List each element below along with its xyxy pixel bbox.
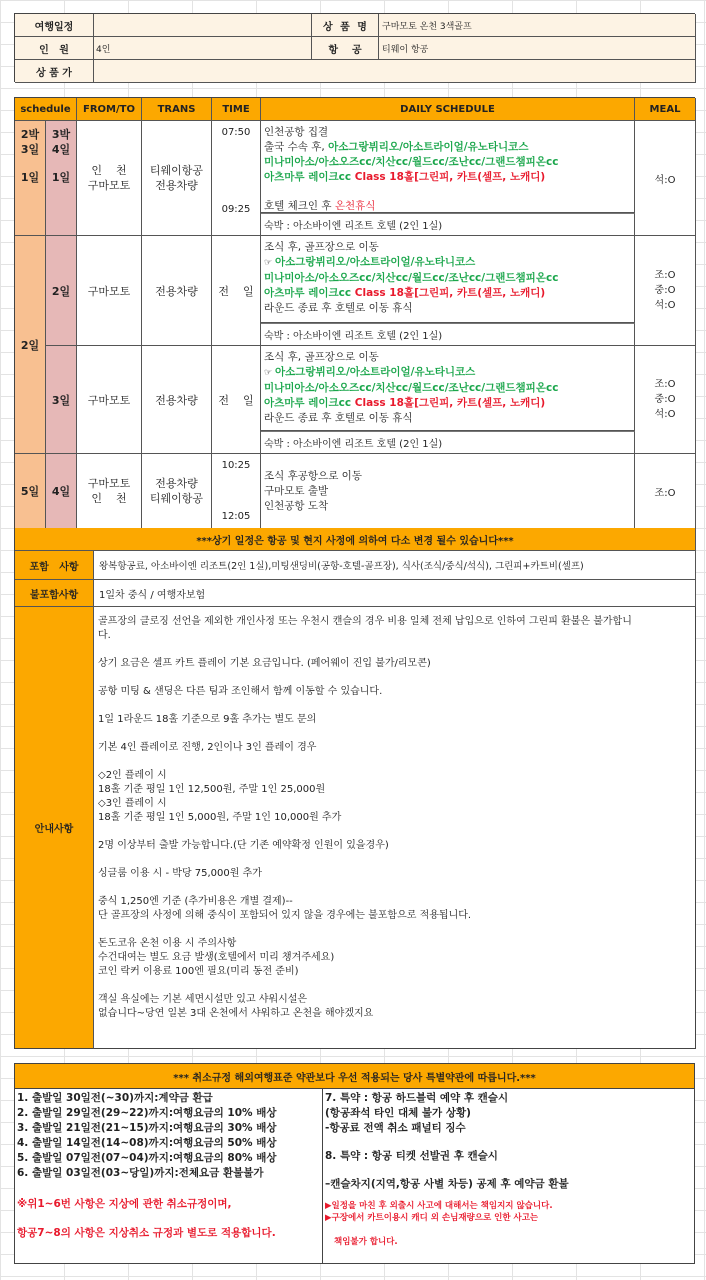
guide-para-10: 돈도코유 온천 이용 시 주의사항 수건대여는 별도 요금 발생(호텔에서 미리 챙겨주세요) 코인 락커 이용료 100엔 필요(미리 동전 준비) bbox=[98, 938, 335, 977]
warning-cart: ▶구장에서 카트이용시 캐디 외 손님재량으로 인한 사고는 bbox=[325, 1213, 539, 1223]
guide-para-2: 상기 요금은 셀프 카트 플레이 기본 요금입니다. (페어웨이 진입 불가/리모콘) bbox=[98, 658, 431, 669]
row4-time: 10:25 12:05 bbox=[212, 454, 261, 529]
pointing-hand-icon: ☞ bbox=[264, 258, 275, 268]
row1-from-to: 인 천 구마모토 bbox=[77, 121, 142, 236]
row1-lodging: 숙박 : 아소바이엔 리조트 호텔 (2인 1실) bbox=[261, 213, 635, 236]
header-daily-schedule: DAILY SCHEDULE bbox=[261, 98, 635, 121]
plan-a-day-last: 5일 bbox=[15, 454, 46, 529]
header-schedule: schedule bbox=[15, 98, 77, 121]
cancel-note-air: 항공7~8의 사항은 지상취소 규정과 별도로 적용합니다. bbox=[17, 1227, 276, 1239]
cancellation-header: *** 취소규정 해외여행표준 약관보다 우선 적용되는 당사 특별약관에 따릅니다.*** bbox=[15, 1064, 694, 1089]
included-value: 왕복항공료, 아소바이엔 리조트(2인 1실),미팅샌딩비(공항-호텔-골프장), 식사(조식/중식/석식), 그린피+카트비(셀프) bbox=[94, 551, 696, 580]
row3-time: 전 일 bbox=[212, 346, 261, 454]
people-value: 4인 bbox=[94, 37, 312, 60]
guide-para-6: ◇2인 플레이 시 18홀 기준 평일 1인 12,500원, 주말 1인 25,000원 ◇3인 플레이 시 18홀 기준 평일 1인 5,000원, 주말 1인 10,000원 추가 bbox=[98, 770, 342, 823]
info-table bbox=[14, 13, 695, 82]
plan-a-day2: 2일 bbox=[15, 236, 46, 454]
row2-time: 전 일 bbox=[212, 236, 261, 346]
row3-trans: 전용차량 bbox=[142, 346, 212, 454]
cancellation-left bbox=[15, 1089, 323, 1263]
row4-daily: 조식 후공항으로 이동 구마모토 출발 인천공항 도착 bbox=[261, 454, 635, 529]
product-name-value: 구마모토 온천 3색골프 bbox=[379, 14, 696, 37]
price-label: 상 품 가 bbox=[15, 60, 94, 83]
schedule-table bbox=[14, 97, 695, 529]
header-from-to: FROM/TO bbox=[77, 98, 142, 121]
row4-from-to: 구마모토 인 천 bbox=[77, 454, 142, 529]
row2-meal: 조:O 중:O 석:O bbox=[635, 236, 696, 346]
guide-para-7: 2명 이상부터 출발 가능합니다.(단 기존 예약확정 인원이 있을경우) bbox=[98, 840, 389, 851]
warning-outing: ▶일정을 마친 후 외출시 사고에 대해서는 책임지지 않습니다. bbox=[325, 1201, 553, 1211]
cancel-rule-1: 1. 출발일 30일전(~30)까지:계약금 환급 bbox=[17, 1092, 213, 1104]
row1-time: 07:50 09:25 bbox=[212, 121, 261, 236]
cancel-rule-2: 2. 출발일 29일전(29~22)까지:여행요금의 10% 배상 bbox=[17, 1107, 277, 1119]
plan-b-day2: 2일 bbox=[46, 236, 77, 346]
schedule-change-notice: ***상기 일정은 항공 및 현지 사정에 의하여 다소 변경 될수 있습니다*** bbox=[15, 528, 696, 551]
guide-content bbox=[94, 607, 696, 1049]
row2-trans: 전용차량 bbox=[142, 236, 212, 346]
guide-para-8: 싱글룸 이용 시 - 박당 75,000원 추가 bbox=[98, 868, 262, 879]
cancel-rule-4: 4. 출발일 14일전(14~08)까지:여행요금의 50% 배상 bbox=[17, 1137, 277, 1149]
row2-from-to: 구마모토 bbox=[77, 236, 142, 346]
plan-b-day4: 4일 bbox=[46, 454, 77, 529]
header-trans: TRANS bbox=[142, 98, 212, 121]
trip-schedule-value bbox=[94, 14, 312, 37]
cancellation-table bbox=[14, 1063, 695, 1264]
row3-lodging: 숙박 : 아소바이엔 리조트 호텔 (2인 1실) bbox=[261, 431, 635, 454]
row2-daily: 조식 후, 골프장으로 이동 ☞ 아소그랑뷔리오/아소트라이얼/유노타니코스 미나미아소/아소오즈cc/치산cc/월드cc/조난cc/그랜드챔피온cc 아츠마루 레이크cc Class 18홀[그린피, 카트(셀프, 노캐디) 라운드 종료 후 호텔로 이동 휴식 bbox=[261, 236, 635, 323]
row2-lodging: 숙박 : 아소바이엔 리조트 호텔 (2인 1실) bbox=[261, 323, 635, 346]
guide-para-11: 객실 욕실에는 기본 세면시설만 있고 샤워시설은 없습니다~당연 일본 3대 온천에서 샤워하고 온천을 해야겠지요 bbox=[98, 994, 374, 1019]
people-label: 인 원 bbox=[15, 37, 94, 60]
price-value bbox=[94, 60, 696, 83]
trip-schedule-label: 여행일정 bbox=[15, 14, 94, 37]
row4-meal: 조:O bbox=[635, 454, 696, 529]
plan-b-day1: 3박 4일 1일 bbox=[46, 121, 77, 236]
cancel-rule-6: 6. 출발일 03일전(03~당일)까지:전체요금 환불불가 bbox=[17, 1167, 264, 1179]
airline-value: 티웨이 항공 bbox=[379, 37, 696, 60]
cancel-note-ground: ※위1~6번 사항은 지상에 관한 취소규정이며, bbox=[17, 1198, 232, 1210]
row4-trans: 전용차량 티웨이항공 bbox=[142, 454, 212, 529]
guide-para-5: 기본 4인 플레이로 진행, 2인이나 3인 플레이 경우 bbox=[98, 742, 317, 753]
pointing-hand-icon: ☞ bbox=[264, 368, 275, 378]
special-rule-8: 8. 특약 : 항공 티켓 선발권 후 캔슬시 bbox=[325, 1150, 498, 1162]
header-meal: MEAL bbox=[635, 98, 696, 121]
included-label: 포함 사항 bbox=[15, 551, 94, 580]
details-table bbox=[14, 528, 695, 1049]
guide-label: 안내사항 bbox=[15, 607, 94, 1049]
cancellation-right: 7. 특약 : 항공 하드블럭 예약 후 캔슬시 (항공좌석 타인 대체 불가 상황) -항공료 전액 취소 패널티 징수 8. 특약 : 항공 티켓 선발권 후 캔슬시 –캔슬차지(지역,항공 사별 차등) 공제 후 예약금 환불 ▶일정을 마친 후 외출시 사고에 대해서는 책임지지 않습니다. ▶구장에서 카트이용시 캐디 외 손님재량으로 인한 사고는 책임불가 합니다. bbox=[323, 1089, 694, 1263]
excluded-label: 불포함사항 bbox=[15, 580, 94, 607]
row1-daily: 인천공항 집결 출국 수속 후, 아소그랑뷔리오/아소트라이얼/유노타니코스 미나미아소/아소오즈cc/치산cc/월드cc/조난cc/그랜드챔피온cc 아츠마루 레이크cc Class 18홀[그린피, 카트(셀프, 노캐디) 호텔 체크인 후 온천휴식 bbox=[261, 121, 635, 213]
cancel-rule-3: 3. 출발일 21일전(21~15)까지:여행요금의 30% 배상 bbox=[17, 1122, 277, 1134]
excluded-value: 1일차 중식 / 여행자보험 bbox=[94, 580, 696, 607]
product-name-label: 상 품 명 bbox=[312, 14, 379, 37]
row3-meal: 조:O 중:O 석:O bbox=[635, 346, 696, 454]
special-rule-7: 7. 특약 : 항공 하드블럭 예약 후 캔슬시 bbox=[325, 1092, 509, 1104]
row1-trans: 티웨이항공 전용차량 bbox=[142, 121, 212, 236]
plan-b-day3: 3일 bbox=[46, 346, 77, 454]
guide-para-1: 골프장의 클로징 선언을 제외한 개인사정 또는 우천시 캔슬의 경우 비용 일체 전체 납입으로 인하여 그린피 환불은 불가합니 다. bbox=[98, 616, 632, 641]
guide-para-4: 1일 1라운드 18홀 기준으로 9홀 추가는 별도 문의 bbox=[98, 714, 317, 725]
guide-para-3: 공항 미팅 & 샌딩은 다른 팀과 조인해서 함께 이동할 수 있습니다. bbox=[98, 686, 383, 697]
plan-a-day1: 2박 3일 1일 bbox=[15, 121, 46, 236]
row3-from-to: 구마모토 bbox=[77, 346, 142, 454]
cancel-rule-5: 5. 출발일 07일전(07~04)까지:여행요금의 80% 배상 bbox=[17, 1152, 277, 1164]
airline-label: 항 공 bbox=[312, 37, 379, 60]
guide-para-9: 중식 1,250엔 기준 (추가비용은 개별 결제)-- 단 골프장의 사정에 의해 중식이 포함되어 있지 않을 경우에는 불포함으로 적용됩니다. bbox=[98, 896, 472, 921]
row3-daily: 조식 후, 골프장으로 이동 ☞ 아소그랑뷔리오/아소트라이얼/유노타니코스 미나미아소/아소오즈cc/치산cc/월드cc/조난cc/그랜드챔피온cc 아츠마루 레이크cc Class 18홀[그린피, 카트(셀프, 노캐디) 라운드 종료 후 호텔로 이동 휴식 bbox=[261, 346, 635, 431]
header-time: TIME bbox=[212, 98, 261, 121]
row1-meal: 석:O bbox=[635, 121, 696, 236]
